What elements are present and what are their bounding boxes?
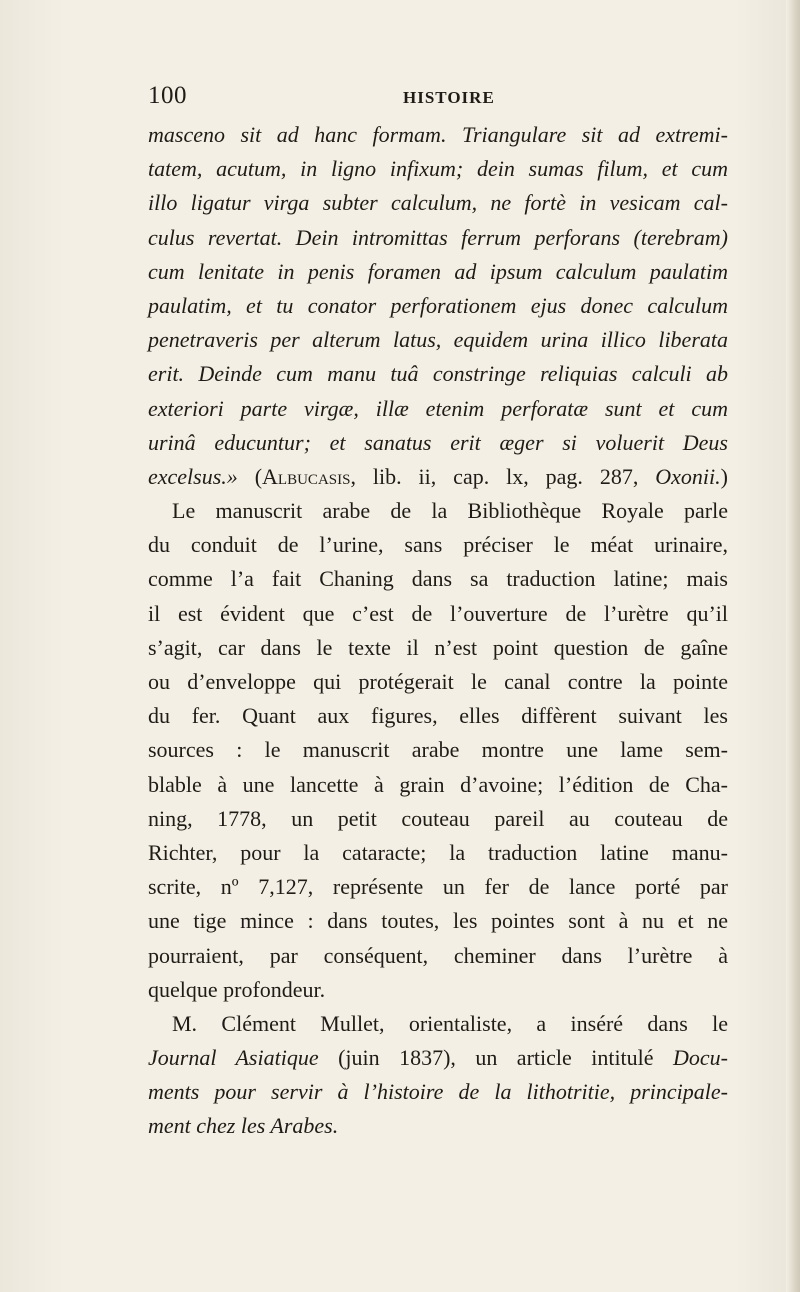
text-line: sources : le manuscrit arabe montre une lame sem- — [148, 737, 728, 763]
text-line: s’agit, car dans le texte il n’est point question de gaîne — [148, 634, 728, 660]
text-line: Le manuscrit arabe de la Bibliothèque Royale parle — [172, 498, 728, 524]
text-line: quelque profondeur. — [148, 976, 326, 1002]
page-edge — [786, 0, 800, 1292]
text-line: scrite, nº 7,127, représente un fer de lance porté par — [148, 874, 728, 900]
citation-author: Albucasis — [262, 463, 351, 489]
text-line: comme l’a fait Chaning dans sa traduction latine; mais — [148, 566, 728, 592]
text-line: illo ligatur virga subter calculum, ne fortè in vesicam cal- — [148, 190, 728, 216]
citation-place: Oxonii. — [655, 463, 721, 489]
text-line: M. Clément Mullet, orientaliste, a inséré dans le — [172, 1010, 728, 1036]
text-line: tatem, acutum, in ligno infixum; dein sumas filum, et cum — [148, 156, 728, 182]
text-line: Richter, pour la cataracte; la traduction latine manu- — [148, 839, 728, 865]
text-line: ments pour servir à l’histoire de la lithotritie, principale- — [148, 1079, 728, 1105]
text-line: pourraient, par conséquent, cheminer dans l’urètre à — [148, 942, 728, 968]
citation-reference: , lib. ii, cap. lx, pag. 287, — [350, 463, 656, 489]
text-line: ou d’enveloppe qui protégerait le canal contre la pointe — [148, 669, 728, 694]
page-header — [148, 82, 728, 114]
text-line: ning, 1778, un petit couteau pareil au couteau de — [148, 805, 728, 831]
citation-paren-open: ( — [237, 463, 263, 489]
journal-line — [148, 1041, 728, 1075]
text-line: ment chez les Arabes. — [148, 1113, 339, 1139]
text-line: il est évident que c’est de l’ouverture de l’urètre qu’il — [148, 600, 728, 626]
text-line: masceno sit ad hanc formam. Triangulare sit ad extremi- — [148, 122, 728, 147]
journal-title: Journal Asiatique — [148, 1045, 319, 1071]
text-line: du conduit de l’urine, sans préciser le méat urinaire, — [148, 532, 728, 558]
text-line: exteriori parte virgæ, illæ etenim perforatæ sunt et cum — [148, 395, 728, 421]
body-text — [148, 118, 728, 1144]
text-line: cum lenitate in penis foramen ad ipsum calculum paulatim — [148, 258, 728, 284]
text-line: une tige mince : dans toutes, les pointes sont à nu et ne — [148, 908, 728, 934]
text-line: du fer. Quant aux figures, elles diffèrent suivant les — [148, 703, 728, 729]
article-title-start: Docu- — [673, 1045, 728, 1071]
text-line: urinâ educuntur; et sanatus erit æger si voluerit Deus — [148, 429, 728, 455]
citation-line — [148, 460, 728, 494]
text-line: culus revertat. Dein intromittas ferrum perforans (terebram) — [148, 224, 728, 250]
journal-date: (juin 1837), un article intitulé — [318, 1045, 674, 1071]
citation-paren-close: ) — [720, 463, 728, 489]
text-line: paulatim, et tu conator perforationem ejus donec calculum — [148, 292, 728, 318]
text-line: blable à une lancette à grain d’avoine; l’édition de Cha- — [148, 771, 728, 797]
page-number: 100 — [148, 82, 187, 109]
text-line: erit. Deinde cum manu tuâ constringe reliquias calculi ab — [148, 361, 728, 387]
citation-quote-end: excelsus.» — [148, 463, 238, 489]
text-line: penetraveris per alterum latus, equidem urina illico liberata — [148, 327, 728, 353]
running-head: HISTOIRE — [403, 88, 495, 107]
